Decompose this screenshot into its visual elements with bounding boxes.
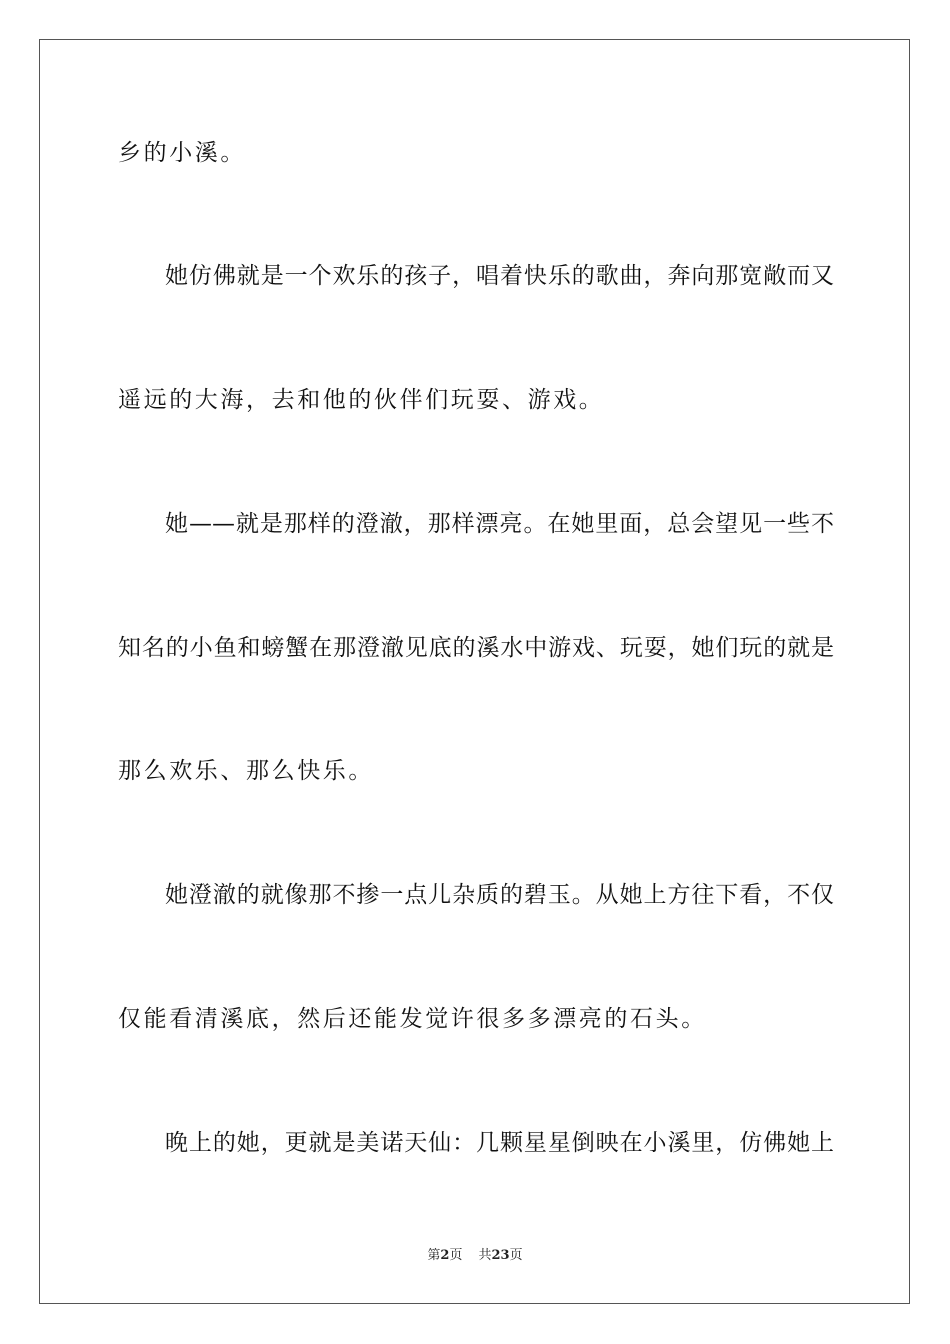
body-line-4: 她——就是那样的澄澈，那样漂亮。在她里面，总会望见一些不 [165, 511, 834, 537]
body-line-3: 遥远的大海，去和他的伙伴们玩耍、游戏。 [118, 387, 605, 413]
body-line-6: 那么欢乐、那么快乐。 [118, 758, 374, 784]
total-suffix: 页 [509, 1248, 523, 1263]
body-line-1: 乡的小溪。 [118, 140, 246, 166]
page-prefix: 第 [427, 1248, 441, 1263]
body-line-7: 她澄澈的就像那不掺一点儿杂质的碧玉。从她上方往下看，不仅 [165, 882, 834, 908]
page-suffix: 页 [449, 1248, 463, 1263]
body-line-8: 仅能看清溪底，然后还能发觉许很多多漂亮的石头。 [118, 1006, 707, 1032]
total-pages: 23 [491, 1248, 510, 1263]
page-number: 2 [440, 1248, 450, 1263]
body-line-9: 晚上的她，更就是美诺天仙：几颗星星倒映在小溪里，仿佛她上 [165, 1130, 834, 1156]
page-border [39, 39, 910, 1304]
body-line-2: 她仿佛就是一个欢乐的孩子，唱着快乐的歌曲，奔向那宽敞而又 [165, 263, 834, 289]
body-line-5: 知名的小鱼和螃蟹在那澄澈见底的溪水中游戏、玩耍，她们玩的就是 [118, 635, 834, 661]
total-prefix: 共 [478, 1248, 492, 1263]
page-footer [0, 1247, 950, 1265]
